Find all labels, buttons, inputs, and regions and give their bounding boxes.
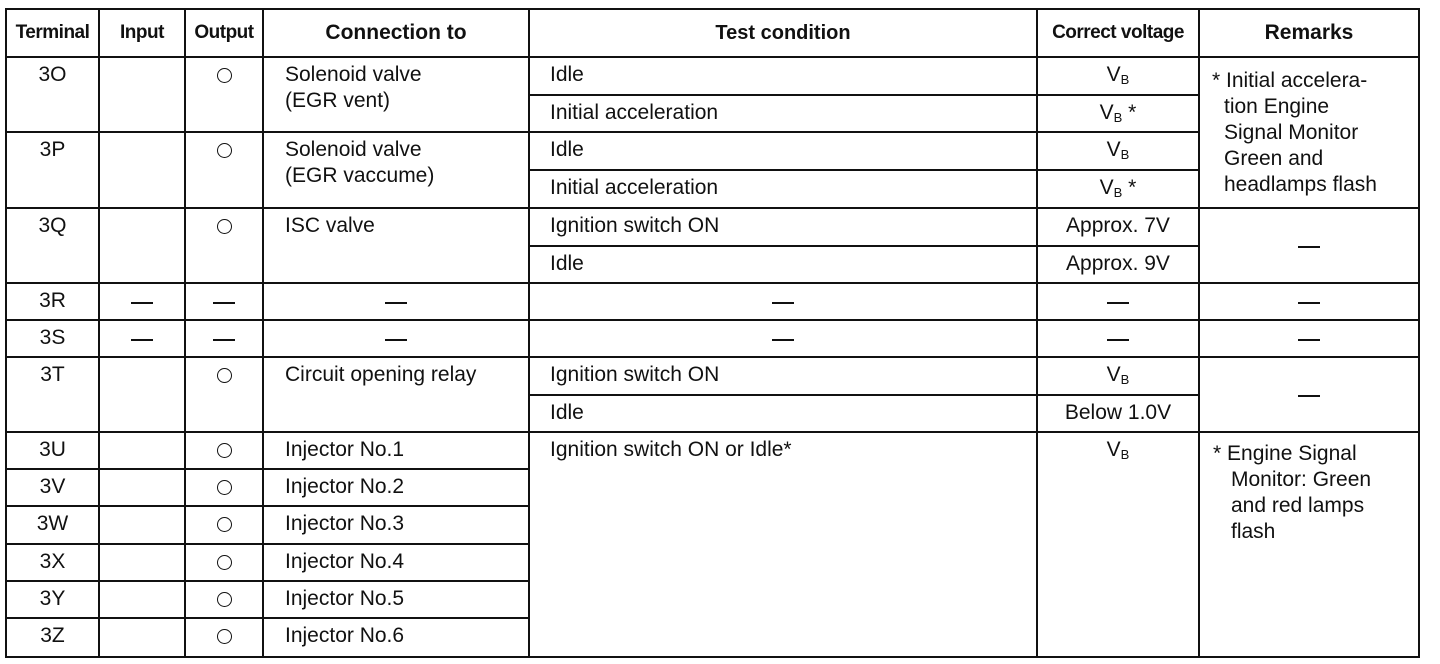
output-cell [185, 506, 263, 543]
none-dash-icon [213, 302, 235, 304]
remarks-cell [1199, 320, 1419, 357]
input-cell [99, 544, 185, 581]
condition-cell: Initial acceleration [529, 95, 1037, 132]
connection-cell [263, 320, 529, 357]
terminal-cell: 3S [6, 320, 99, 357]
table-row [6, 432, 1419, 469]
table-row [6, 357, 1419, 395]
none-dash-icon [1298, 339, 1320, 341]
remark-line: * Initial accelera- [1212, 69, 1368, 93]
table-row [6, 57, 1419, 95]
output-circle-icon [217, 219, 232, 234]
header-test-condition: Test condition [529, 9, 1037, 57]
input-cell [99, 506, 185, 543]
terminal-cell: 3O [6, 57, 99, 132]
output-circle-icon [217, 629, 232, 644]
connection-cell [263, 283, 529, 320]
none-dash-icon [131, 302, 153, 304]
connection-cell [263, 57, 529, 132]
output-cell [185, 283, 263, 320]
header-output: Output [185, 9, 263, 57]
terminal-cell: 3Q [6, 208, 99, 283]
none-dash-icon [131, 339, 153, 341]
output-cell [185, 618, 263, 657]
remarks-cell [1199, 283, 1419, 320]
remarks-injector-cell [1199, 432, 1419, 657]
none-dash-icon [772, 302, 794, 304]
voltage-cell: $V_B$ * [1037, 170, 1199, 207]
remark-line: * Engine Signal [1213, 442, 1357, 466]
terminal-cell: 3T [6, 357, 99, 432]
condition-cell: Ignition switch ON [529, 208, 1037, 246]
input-cell [99, 581, 185, 618]
input-cell [99, 320, 185, 357]
condition-cell: Ignition switch ON [529, 357, 1037, 395]
none-dash-icon [213, 339, 235, 341]
voltage-cell: $V_B$ [1037, 432, 1199, 657]
remark-line: Signal Monitor [1224, 121, 1359, 145]
output-cell [185, 469, 263, 506]
condition-cell [529, 283, 1037, 320]
output-circle-icon [217, 368, 232, 383]
remark-line: tion Engine [1224, 95, 1330, 119]
connection-cell: Injector No.3 [263, 506, 529, 543]
input-cell [99, 283, 185, 320]
remarks-cell [1199, 357, 1419, 432]
remark-line: Monitor: Green [1231, 468, 1372, 492]
output-cell [185, 208, 263, 283]
connection-cell: Injector No.4 [263, 544, 529, 581]
input-cell [99, 469, 185, 506]
voltage-cell: Below 1.0V [1037, 395, 1199, 432]
output-cell [185, 581, 263, 618]
output-cell [185, 432, 263, 469]
voltage-cell: $V_B$ [1037, 132, 1199, 170]
header-correct-voltage: Correct voltage [1037, 9, 1199, 57]
condition-cell: Idle [529, 395, 1037, 432]
header-input: Input [99, 9, 185, 57]
connection-cell [263, 132, 529, 207]
condition-cell: Initial acceleration [529, 170, 1037, 207]
table-row [6, 320, 1419, 357]
terminal-voltage-table [5, 8, 1420, 658]
output-cell [185, 132, 263, 207]
input-cell [99, 432, 185, 469]
connection-cell: ISC valve [263, 208, 529, 283]
condition-cell: Idle [529, 246, 1037, 283]
voltage-cell [1037, 283, 1199, 320]
terminal-cell: 3W [6, 506, 99, 543]
none-dash-icon [385, 302, 407, 304]
output-circle-icon [217, 68, 232, 83]
input-cell [99, 357, 185, 432]
connection-line: Solenoid valve [285, 63, 422, 87]
voltage-cell: $V_B$ [1037, 57, 1199, 95]
voltage-cell: $V_B$ [1037, 357, 1199, 395]
header-terminal: Terminal [6, 9, 99, 57]
input-cell [99, 618, 185, 657]
none-dash-icon [1298, 395, 1320, 397]
none-dash-icon [1298, 246, 1320, 248]
terminal-cell: 3Y [6, 581, 99, 618]
input-cell [99, 132, 185, 207]
output-circle-icon [217, 443, 232, 458]
output-cell [185, 57, 263, 132]
connection-line: Solenoid valve [285, 138, 422, 162]
output-cell [185, 357, 263, 432]
none-dash-icon [1107, 302, 1129, 304]
header-row [6, 9, 1419, 57]
voltage-cell: Approx. 9V [1037, 246, 1199, 283]
terminal-cell: 3V [6, 469, 99, 506]
header-remarks: Remarks [1199, 9, 1419, 57]
connection-line: (EGR vaccume) [285, 164, 435, 188]
output-circle-icon [217, 592, 232, 607]
output-circle-icon [217, 480, 232, 495]
remark-line: flash [1231, 520, 1276, 544]
voltage-cell: $V_B$ * [1037, 95, 1199, 132]
connection-line: (EGR vent) [285, 89, 391, 113]
none-dash-icon [1298, 302, 1320, 304]
connection-cell: Injector No.2 [263, 469, 529, 506]
remark-line: and red lamps [1231, 494, 1365, 518]
condition-cell: Idle [529, 57, 1037, 95]
terminal-cell: 3P [6, 132, 99, 207]
connection-cell: Circuit opening relay [263, 357, 529, 432]
output-cell [185, 320, 263, 357]
output-circle-icon [217, 555, 232, 570]
terminal-cell: 3X [6, 544, 99, 581]
condition-cell: Idle [529, 132, 1037, 170]
connection-cell: Injector No.1 [263, 432, 529, 469]
table-row [6, 283, 1419, 320]
condition-cell: Ignition switch ON or Idle* [529, 432, 1037, 657]
output-circle-icon [217, 143, 232, 158]
voltage-cell [1037, 320, 1199, 357]
header-connection: Connection to [263, 9, 529, 57]
condition-cell [529, 320, 1037, 357]
input-cell [99, 208, 185, 283]
connection-cell: Injector No.5 [263, 581, 529, 618]
remark-line: headlamps flash [1224, 173, 1377, 197]
terminal-cell: 3Z [6, 618, 99, 657]
output-cell [185, 544, 263, 581]
none-dash-icon [1107, 339, 1129, 341]
table-row [6, 208, 1419, 246]
output-circle-icon [217, 517, 232, 532]
terminal-cell: 3U [6, 432, 99, 469]
none-dash-icon [385, 339, 407, 341]
none-dash-icon [772, 339, 794, 341]
remarks-egr-cell [1199, 57, 1419, 207]
connection-cell: Injector No.6 [263, 618, 529, 657]
input-cell [99, 57, 185, 132]
terminal-cell: 3R [6, 283, 99, 320]
remark-line: Green and [1224, 147, 1324, 171]
voltage-cell: Approx. 7V [1037, 208, 1199, 246]
remarks-cell [1199, 208, 1419, 283]
